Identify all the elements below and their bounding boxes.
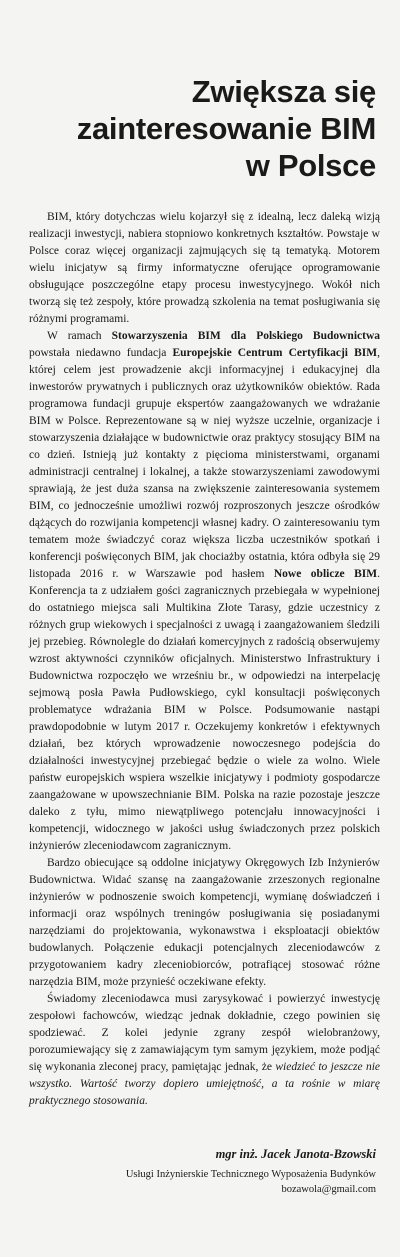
title-line-1: Zwiększa się: [191, 74, 376, 109]
paragraph-2: [29, 328, 380, 855]
paragraph-1: BIM, który dotychczas wielu kojarzył się z idealną, lecz daleką wizją realizacji inwestycji, nabiera stopniowo konkretnych kształtów. Powstaje w Polsce coraz więcej organizacji zajmujących się tą tematyką. Motorem wielu inicjatyw są firmy informatyczne oferujące oprogramowanie obsługujące poszczególne etapy procesu inwestycyjnego. Wokół nich tworzą się też zespoły, które prowadzą szkolenia na temat posługiwania się różnymi programami.: [29, 211, 380, 325]
article-title: [16, 73, 376, 184]
title-line-3: w Polsce: [245, 148, 376, 183]
bold-organization-name: Stowarzyszenia BIM dla Polskiego Budownictwa: [111, 330, 380, 342]
author-email: bozawola@gmail.com: [281, 1184, 376, 1195]
italic-quote: wiedzieć to jeszcze nie wszystko. Wartość tworzy dopiero umiejętność, a ta rośnie w miarę praktycznego stosowania.: [29, 1061, 381, 1107]
paragraph-4: [29, 991, 380, 1110]
author-affiliation: Usługi Inżynierskie Technicznego Wyposażenia Budynków: [125, 1169, 376, 1180]
text-run: powstała niedawno fundacja: [29, 347, 173, 359]
author-signature: mgr inż. Jacek Janota-Bzowski: [215, 1147, 376, 1161]
bold-conference-name: Nowe oblicze BIM: [273, 568, 378, 580]
text-run: W ramach: [47, 330, 112, 342]
article-body: [29, 209, 380, 1110]
paragraph-3: Bardzo obiecujące są oddolne inicjatywy Okręgowych Izb Inżynierów Budownictwa. Widać szansę na zaangażowanie zrzeszonych regionalne inżynierów w podnoszenie swoich kompetencji, wymianę doświadczeń i informacji oraz wspólnych treningów posługiwania się posiadanymi narzędziami do projektowania, wykonawstwa i eksploatacji obiektów budowlanych. Połączenie edukacji potencjalnych zleceniodawców z przygotowaniem kadry zleceniobiorców, potrafiącej stosować różne narzędzia BIM, może przynieść oczekiwane efekty.: [29, 857, 380, 988]
text-run: , której celem jest prowadzenie akcji informacyjnej i edukacyjnej dla inwestorów prywatnych i publicznych oraz użytkowników obiektów. Rada programowa fundacji grupuje ekspertów zaangażowanych we wdrażanie BIM w Polsce. Reprezentowane są w niej wyższe uczelnie, organizacje i stowarzyszenia działające w budownictwie oraz praktycy stosujący BIM na co dzień. Istnieją już kontakty z pięcioma ministerstwami, organami administracji centralnej i lokalnej, a także stowarzyszeniami zawodowymi sprawiają, że jest duża szansa na zwiększenie zainteresowania systemem BIM, co jednocześnie umożliwi rozwój rozproszonych jeszcze ośrodków dążących do rozwijania kompetencji własnej kadry. O zainteresowaniu tym tematem może świadczyć coraz większa liczba uczestników spotkań i konferencji poświęconych BIM, jak chociażby ostatnia, która odbyła się 29 listopada 2016 r. w Warszawie pod hasłem: [29, 347, 380, 580]
author-affiliation-block: [126, 1167, 376, 1197]
title-line-2: zainteresowanie BIM: [76, 111, 376, 146]
text-run: Świadomy zleceniodawca musi zarysykować i powierzyć inwestycję zespołowi fachowców, wiedząc jednak dokładnie, czego powinien się spodziewać. Z kolei jedynie zgrany zespół wielobranżowy, porozumiewający się z zamawiającym tym samym językiem, może podjąć się wykonania zleconej pracy, pamiętając jednak, że: [29, 993, 380, 1073]
bold-foundation-name: Europejskie Centrum Certyfikacji BIM: [172, 347, 378, 359]
text-run: . Konferencja ta z udziałem gości zagranicznych przebiegała w wypełnionej do ostatniego miejsca sali Multikina Złote Tarasy, gdzie uczestnicy z różnych grup wiekowych i specjalności z uwagą i zaangażowaniem śledzili jej przebieg. Równolegle do działań komercyjnych z radością obserwujemy wzrost aktywności czynników oficjalnych. Ministerstwo Infrastruktury i Budownictwa rozpoczęło we wrześniu br., w odpowiedzi na interpelację sejmową posła Pawła Pudłowskiego, cykl konsultacji poświęconych problematyce wdrażania BIM w Polsce. Podsumowanie nastąpi prawdopodobnie w lutym 2017 r. Oczekujemy konkretów i efektywnych działań, bez których wprowadzenie nowoczesnego podejścia do działalności inwestycyjnej przebiegać będzie o wiele za wolno. Wiele państw europejskich wspiera wszelkie inicjatywy i podmioty gospodarcze zaangażowane w upowszechnianie BIM. Polska na razie pozostaje jeszcze daleko z tyłu, mimo niewątpliwego potencjału innowacyjności i kompetencji, widocznego w jakości usług świadczonych przez polskich inżynierów zleceniodawcom zagranicznym.: [29, 568, 380, 852]
